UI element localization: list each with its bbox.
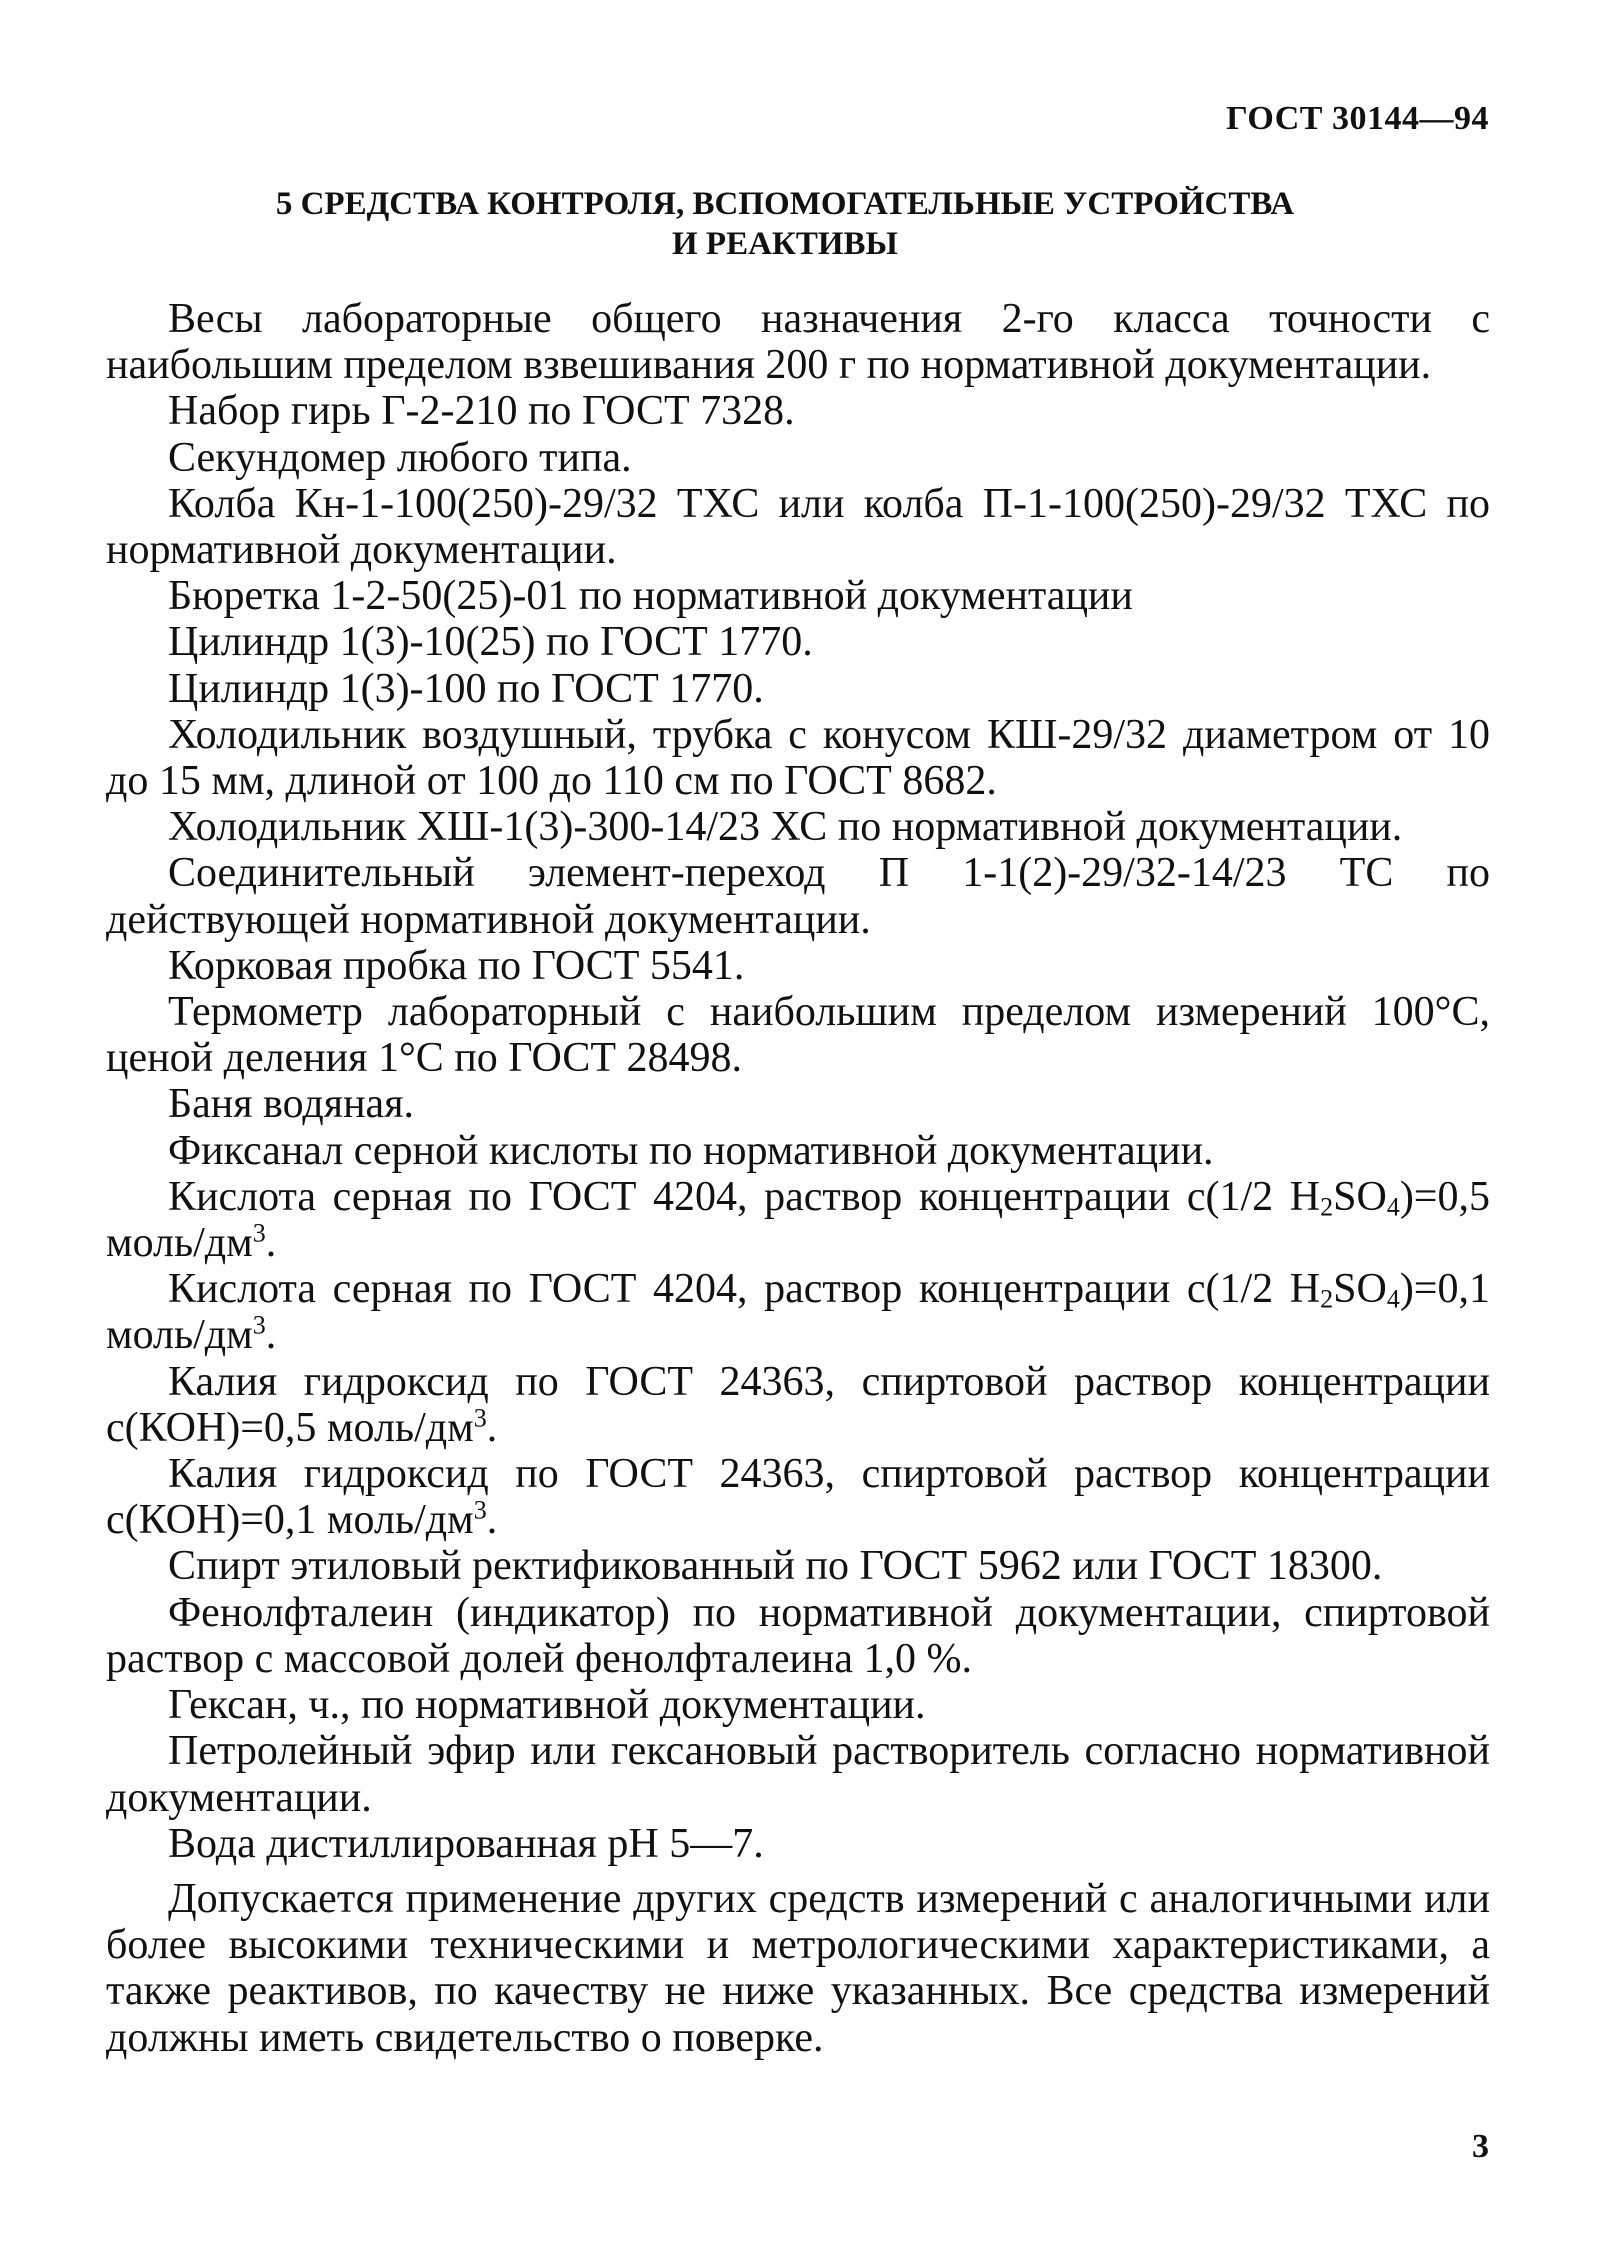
- acid-01-end: .: [265, 1312, 277, 1359]
- acid-01-mid: SO: [1333, 1266, 1387, 1313]
- item-scales: Весы лабораторные общего назначения 2-го класса точности с наибольшим пределом взвешивания 200 г по нормативной документации.: [106, 296, 1490, 389]
- item-cylinder-100: Цилиндр 1(3)-100 по ГОСТ 1770.: [168, 665, 764, 712]
- acid-01-suffix: )=0,1 моль/дм: [106, 1266, 1490, 1359]
- item-cylinder-10: Цилиндр 1(3)-10(25) по ГОСТ 1770.: [168, 619, 813, 666]
- acid-05-sup: 3: [252, 1218, 266, 1248]
- acid-01-sub-h: 2: [1320, 1284, 1334, 1314]
- item-flask: Колба Кн-1-100(250)-29/32 ТХС или колба П-1-100(250)-29/32 ТХС по нормативной документации.: [106, 480, 1490, 574]
- page-number: 3: [1472, 2128, 1489, 2165]
- koh-01-end: .: [486, 1497, 498, 1544]
- koh-05-text: Калия гидроксид по ГОСТ 24363, спиртовой раствор концентрации с(КОН)=0,5 моль/дм: [106, 1358, 1490, 1451]
- item-connector: Соединительный элемент-переход П 1-1(2)-29/32-14/23 ТС по действующей нормативной документации.: [106, 850, 1490, 943]
- item-weights: Набор гирь Г-2-210 по ГОСТ 7328.: [168, 388, 795, 435]
- item-cooler-xsh: Холодильник ХШ-1(3)-300-14/23 ХС по нормативной документации.: [168, 804, 1403, 851]
- item-air-cooler: Холодильник воздушный, трубка с конусом КШ-29/32 диаметром от 10 до 15 мм, длиной от 100 до 110 см по ГОСТ 8682.: [106, 711, 1490, 805]
- koh-05-sup: 3: [473, 1403, 487, 1433]
- item-burette: Бюретка 1-2-50(25)-01 по нормативной документации: [168, 573, 1133, 620]
- item-hexane: Гексан, ч., по нормативной документации.: [168, 1682, 926, 1729]
- acid-05-prefix: Кислота серная по ГОСТ 4204, раствор концентрации с(1/2 Н: [168, 1173, 1321, 1220]
- koh-01-text: Калия гидроксид по ГОСТ 24363, спиртовой раствор концентрации с(КОН)=0,1 моль/дм: [106, 1451, 1490, 1544]
- acid-01-sup: 3: [252, 1311, 266, 1341]
- koh-01-sup: 3: [473, 1495, 487, 1525]
- acid-05-mid: SO: [1333, 1173, 1387, 1220]
- item-distilled-water: Вода дистиллированная рН 5—7.: [168, 1820, 764, 1867]
- item-sulfuric-acid-01: [106, 1266, 1490, 1358]
- section-title-line-1: 5 СРЕДСТВА КОНТРОЛЯ, ВСПОМОГАТЕЛЬНЫЕ УСТРОЙСТВА: [275, 186, 1295, 222]
- acid-05-end: .: [265, 1220, 277, 1267]
- item-koh-01: [106, 1451, 1490, 1543]
- item-cork: Корковая пробка по ГОСТ 5541.: [168, 942, 745, 989]
- item-fixanal: Фиксанал серной кислоты по нормативной документации.: [168, 1127, 1214, 1174]
- koh-05-end: .: [486, 1404, 498, 1451]
- item-water-bath: Баня водяная.: [168, 1081, 415, 1128]
- acid-01-prefix: Кислота серная по ГОСТ 4204, раствор концентрации с(1/2 Н: [168, 1266, 1321, 1313]
- item-sulfuric-acid-05: [106, 1174, 1490, 1266]
- acid-05-sub-h: 2: [1320, 1192, 1334, 1222]
- item-petroleum-ether: Петролейный эфир или гексановый растворитель согласно нормативной документации.: [106, 1728, 1490, 1821]
- item-stopwatch: Секундомер любого типа.: [168, 434, 632, 481]
- document-id-header: ГОСТ 30144—94: [1226, 100, 1489, 137]
- equipment-list: [106, 296, 1490, 2061]
- section-title-line-2: И РЕАКТИВЫ: [672, 226, 898, 262]
- item-thermometer: Термометр лабораторный с наибольшим пределом измерений 100°С, ценой деления 1°С по ГОСТ 28498.: [106, 989, 1490, 1082]
- item-ethanol: Спирт этиловый ректификованный по ГОСТ 5962 или ГОСТ 18300.: [168, 1543, 1383, 1590]
- allowance-paragraph: Допускается применение других средств измерений с аналогичными или более высокими техническими и метрологическими характеристиками, а также реактивов, по качеству не ниже указанных. Все средства измерений должны иметь свидетельство о поверке.: [106, 1875, 1490, 2061]
- item-phenolphthalein: Фенолфталеин (индикатор) по нормативной документации, спиртовой раствор с массовой долей фенолфталеина 1,0 %.: [106, 1589, 1490, 1682]
- item-koh-05: [106, 1359, 1490, 1451]
- section-title: [100, 184, 1470, 264]
- acid-05-suffix: )=0,5 моль/дм: [106, 1173, 1490, 1267]
- acid-01-sub-o: 4: [1386, 1284, 1400, 1314]
- acid-05-sub-o: 4: [1386, 1192, 1400, 1222]
